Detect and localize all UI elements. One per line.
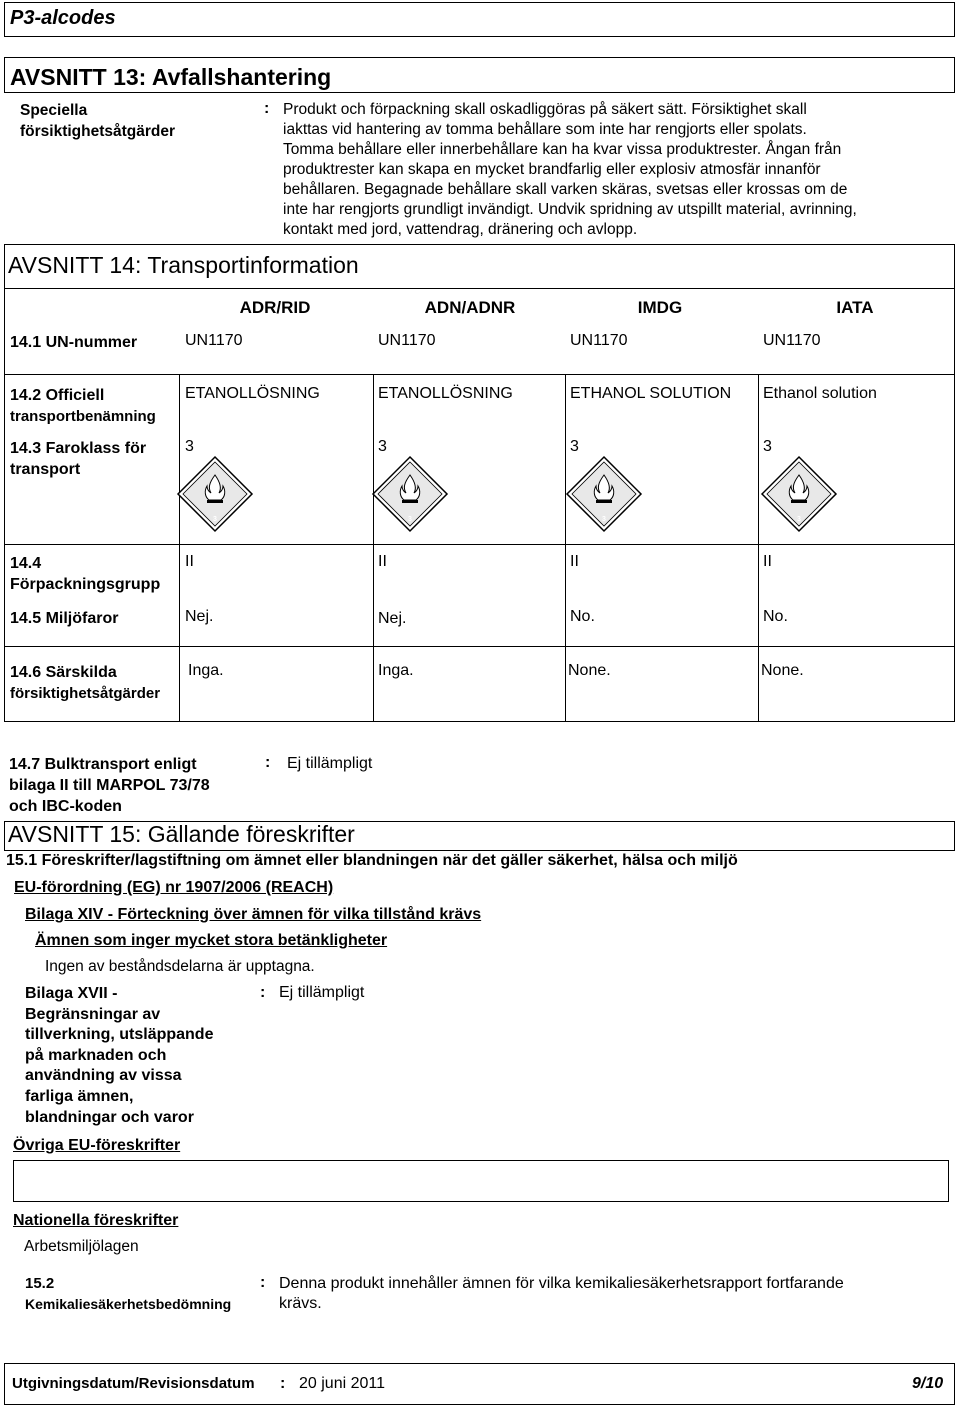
text-line: behållaren. Begagnade behållare skall varken skäras, svetsas eller krossas om de [283, 181, 848, 198]
document-title: P3-alcodes [10, 7, 116, 29]
label-line: 14.4 [10, 555, 42, 572]
label-line: Kemikaliesäkerhetsbedömning [25, 1296, 232, 1312]
group-value-adr: II [185, 553, 194, 570]
label-line: blandningar och varor [25, 1108, 194, 1126]
flame-icon [176, 455, 254, 533]
svhc-link[interactable]: Ämnen som inger mycket stora betänkligheter [35, 932, 388, 949]
label-line: försiktighetsåtgärder [20, 123, 176, 140]
flame-icon [760, 455, 838, 533]
column-adn-adnr: ADN/ADNR [424, 298, 516, 317]
page-number: 9/10 [912, 1375, 944, 1392]
section-14-title: AVSNITT 14: Transportinformation [8, 252, 359, 278]
placard-number: 3 [408, 516, 412, 523]
special-value-adr: Inga. [188, 662, 224, 679]
label-line: 14.3 Faroklass för [10, 440, 147, 457]
colon: : [280, 1375, 286, 1392]
other-eu-regulations-link[interactable]: Övriga EU-föreskrifter [13, 1137, 181, 1154]
placard-number: 3 [602, 516, 606, 523]
class-value-imdg: 3 [570, 438, 579, 455]
environmental-hazards-label: 14.5 Miljöfaror [10, 610, 119, 627]
env-value-iata: No. [763, 608, 788, 625]
national-regulations-link[interactable]: Nationella föreskrifter [13, 1212, 179, 1229]
revision-date-label: Utgivningsdatum/Revisionsdatum [12, 1375, 255, 1392]
label-line: transport [10, 461, 81, 478]
flame-icon [565, 455, 643, 533]
column-imdg: IMDG [637, 298, 683, 317]
text-line: kontakt med jord, vattendrag, dränering och avlopp. [283, 221, 638, 238]
name-value-imdg: ETHANOL SOLUTION [570, 385, 732, 402]
section-15-title: AVSNITT 15: Gällande föreskrifter [8, 821, 355, 847]
section-13-title: AVSNITT 13: Avfallshantering [10, 64, 332, 90]
bulk-transport-label [9, 754, 210, 817]
bulk-transport-value: Ej tillämpligt [287, 755, 373, 772]
annex-xvii-label [25, 984, 213, 1128]
row-divider [4, 374, 955, 375]
chemical-safety-assessment-label [25, 1274, 231, 1314]
text-line: produktrester kan skapa en mycket brandfarlig eller explosiv atmosfär innanför [283, 161, 821, 178]
disposal-text [283, 100, 953, 240]
annex-xiv-link[interactable]: Bilaga XIV - Förteckning över ämnen för vilka tillstånd krävs [25, 906, 482, 923]
label-line: Bilaga XVII - [25, 985, 118, 1002]
svhc-text: Ingen av beståndsdelarna är upptagna. [45, 958, 315, 975]
placard-number: 3 [213, 516, 217, 523]
national-regulations-text: Arbetsmiljölagen [24, 1238, 139, 1255]
text-line: Produkt och förpackning skall oskadliggöras på säkert sätt. Försiktighet skall [283, 101, 807, 118]
label-line: transportbenämning [10, 408, 156, 425]
placard-number: 3 [797, 516, 801, 523]
name-value-adn: ETANOLLÖSNING [378, 385, 513, 402]
un-value-iata: UN1170 [763, 332, 821, 349]
name-value-adr: ETANOLLÖSNING [185, 385, 320, 402]
un-value-adn: UN1170 [378, 332, 436, 349]
colon: : [265, 754, 271, 771]
class-value-iata: 3 [763, 438, 772, 455]
group-value-iata: II [763, 553, 772, 570]
column-divider [758, 374, 759, 722]
label-line: försiktighetsåtgärder [10, 685, 161, 702]
column-divider [373, 374, 374, 722]
special-value-iata: None. [761, 662, 804, 679]
special-precautions-14-label [10, 662, 160, 704]
un-value-adr: UN1170 [185, 332, 243, 349]
special-precautions-label [20, 100, 175, 142]
row-divider [4, 544, 955, 545]
other-eu-regulations-box [13, 1160, 949, 1202]
text-line: iakttas vid hantering av tomma behållare som inte har rengjorts eller spolats. [283, 121, 807, 138]
label-line: 15.2 [25, 1275, 55, 1292]
un-number-label: 14.1 UN-nummer [10, 334, 138, 351]
env-value-adr: Nej. [185, 608, 214, 625]
group-value-adn: II [378, 553, 387, 570]
regulations-15-1: 15.1 Föreskrifter/lagstiftning om ämnet eller blandningen när det gäller säkerhet, hälsa och miljö [6, 852, 738, 869]
row-divider [4, 646, 955, 647]
label-line: bilaga II till MARPOL 73/78 [9, 777, 210, 794]
label-line: användning av vissa [25, 1067, 182, 1085]
label-line: på marknaden och [25, 1046, 167, 1064]
special-value-adn: Inga. [378, 662, 414, 679]
column-divider [179, 374, 180, 722]
group-value-imdg: II [570, 553, 579, 570]
label-line: 14.2 Officiell [10, 387, 105, 404]
shipping-name-label [10, 385, 156, 427]
class-value-adn: 3 [378, 438, 387, 455]
column-iata: IATA [836, 298, 874, 317]
text-line: krävs. [279, 1295, 322, 1312]
env-value-imdg: No. [570, 608, 595, 625]
header-bar [4, 2, 955, 37]
hazard-class-label [10, 438, 146, 480]
annex-xvii-value: Ej tillämpligt [279, 984, 365, 1001]
label-line: 14.7 Bulktransport enligt [9, 756, 197, 773]
label-line: och IBC-koden [9, 798, 122, 815]
label-line: farliga ämnen, [25, 1087, 134, 1105]
label-line: tillverkning, utsläppande [25, 1026, 214, 1044]
colon: : [264, 100, 270, 117]
un-value-imdg: UN1170 [570, 332, 628, 349]
revision-date-value: 20 juni 2011 [299, 1375, 385, 1392]
reach-link[interactable]: EU-förordning (EG) nr 1907/2006 (REACH) [14, 879, 334, 896]
special-value-imdg: None. [568, 662, 611, 679]
label-line: Begränsningar av [25, 1005, 161, 1023]
column-divider [565, 374, 566, 722]
text-line: inte har rengjorts grundligt invändigt. Undvik spridning av utspillt material, avrinning, [283, 201, 857, 218]
label-line: Speciella [20, 102, 88, 119]
packing-group-label [10, 553, 160, 595]
text-line: Denna produkt innehåller ämnen för vilka kemikaliesäkerhetsrapport fortfarande [279, 1275, 844, 1292]
label-line: Förpackningsgrupp [10, 576, 161, 593]
env-value-adn: Nej. [378, 610, 407, 627]
chemical-safety-assessment-value [279, 1274, 844, 1314]
text-line: Tomma behållare eller innerbehållare kan ha kvar vissa produktrester. Ångan från [283, 141, 842, 158]
colon: : [260, 1274, 266, 1291]
name-value-iata: Ethanol solution [763, 385, 877, 402]
column-adr-rid: ADR/RID [239, 298, 311, 317]
colon: : [260, 984, 266, 1001]
flame-icon [371, 455, 449, 533]
class-value-adr: 3 [185, 438, 194, 455]
label-line: 14.6 Särskilda [10, 664, 117, 681]
